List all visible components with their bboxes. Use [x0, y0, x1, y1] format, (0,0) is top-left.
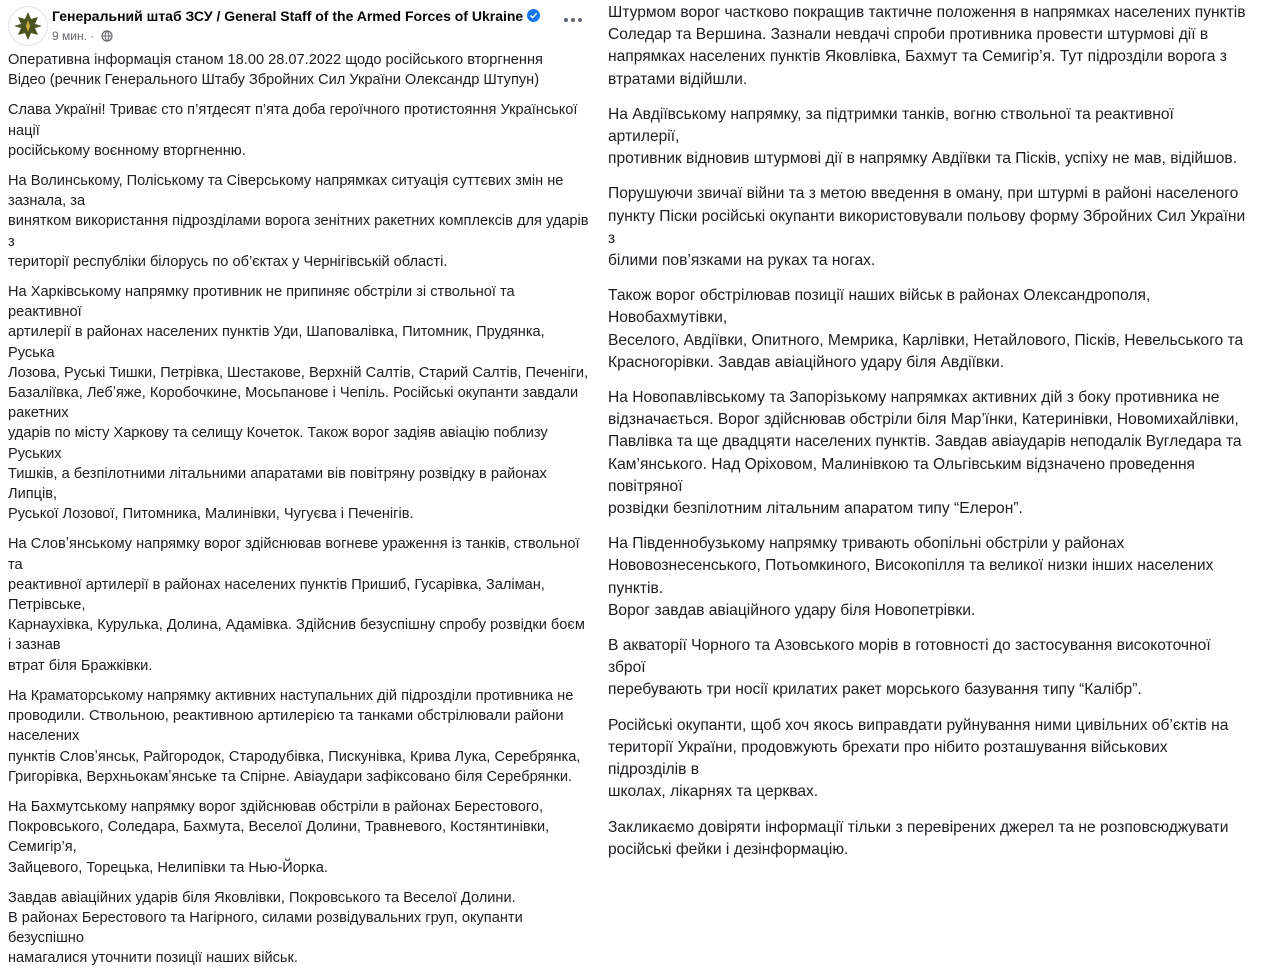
post-paragraph: Закликаємо довіряти інформації тільки з перевірених джерел та не розповсюджувати російські фейки і дезінформацію. [608, 818, 1229, 858]
post-meta [52, 29, 113, 43]
author-name[interactable] [52, 8, 540, 24]
more-dot [571, 18, 575, 22]
page-avatar[interactable] [8, 6, 48, 46]
post-paragraph: На Краматорському напрямку активних наступальних дій підрозділи противника не проводили. Ствольною, реактивною артилерією та танками обстрілювали райони населених пунктів Словʼянськ, Райгородок, Стародубівка, Пискунівка, Крива Лука, Серебрянка, Григорівка, Верхньокамʼянське та Спірне. Авіаудари зафіксовано біля Серебрянки. [8, 687, 581, 785]
more-options-icon[interactable] [558, 10, 588, 30]
post-right-column [600, 0, 1280, 858]
post-paragraph: В акваторії Чорного та Азовського морів в готовності до застосування високоточної зброї перебувають три носії крилатих ракет морського базування типу “Калібр”. [608, 637, 1211, 699]
author-name-text[interactable]: Генеральний штаб ЗСУ / General Staff of the Armed Forces of Ukraine [52, 8, 524, 24]
post-header [8, 6, 592, 46]
post-paragraph: На Авдіївському напрямку, за підтримки танків, вогню ствольної та реактивної артилерії, противник відновив штурмові дії в напрямку Авдіївки та Пісків, успіху не мав, відійшов. [608, 105, 1238, 168]
post-body-continued [608, 2, 1248, 874]
post-paragraph: На Новопавлівському та Запорізькому напрямках активних дій з боку противника не відзначається. Ворог здійснював обстріли біля Мар’їнки, Катеринівки, Новомихайлівки, Павлівка та ще двадцяти населених пунктів. Завдав авіаударів неподалік Вугледара та Кам’янського. Над Оріховом, Малинівкою та Ольгівським відзначено проведення повітряної розвідки безпілотним літальним апаратом типу “Елерон”. [608, 389, 1242, 518]
more-dot [564, 18, 568, 22]
emblem-icon [9, 7, 47, 45]
post-paragraph: Порушуючи звичаї війни та з метою введення в оману, при штурмі в районі населеного пункту Піски російські окупанти використовували польову форму Збройних Сил України з білими пов’язками на руках та ногах. [608, 185, 1246, 270]
post-body [8, 50, 592, 969]
post-time[interactable]: 9 мин. · [52, 29, 95, 43]
more-dot [578, 18, 582, 22]
post-paragraph: На Харківському напрямку противник не припиняє обстріли зі ствольної та реактивної артилерії в районах населених пунктів Уди, Шаповалівка, Питомник, Прудянка, Руська Лозова, Руські Тишки, Петрівка, Шестакове, Верхній Салтів, Старий Салтів, Печеніги, Базаліївка, Лебʼяже, Коробочкине, Мосьпанове і Чепіль. Російські окупанти завдали ракетних ударів по місту Харкову та селищу Кочеток. Також ворог задіяв авіацію поблизу Руських Тишків, а безпілотними літальними апаратами вів повітряну розвідку в районах Липців, Руської Лозової, Питомника, Малинівки, Чугуєва і Печенігів. [8, 284, 589, 523]
post-paragraph: Також ворог обстрілював позиції наших військ в районах Олександрополя, Новобахмутівки, Веселого, Авдіївки, Опитного, Мемрика, Карлівки, Нетайлового, Пісків, Невельського та Красногорівки. Завдав авіаційного удару біля Авдіївки. [608, 287, 1244, 371]
post-paragraph: Російські окупанти, щоб хоч якось виправдати руйнування ними цивільних об’єктів на території України, продовжують брехати про нібито розташування військових підрозділів в школах, лікарнях та церквах. [608, 716, 1229, 801]
post-paragraph: На Бахмутському напрямку ворог здійснював обстріли в районах Берестового, Покровського, Соледара, Бахмута, Веселої Долини, Травневого, Костянтинівки, Семигір’я, Зайцевого, Торецька, Нелипівки та Нью-Йорка. [8, 798, 550, 876]
post-paragraph: Штурмом ворог частково покращив тактичне положення в напрямках населених пунктів Соледар та Вершина. Зазнали невдачі спроби противника провести штурмові дії в напрямках населених пунктів Яковлівка, Бахмут та Семигір’я. Тут підрозділи ворога з втратами відійшли. [608, 4, 1246, 88]
post-left-column [0, 0, 600, 967]
globe-icon [101, 30, 113, 42]
post-paragraph: На Південнобузькому напрямку тривають обопільні обстріли у районах Нововознесенського, Потьомкиного, Високопілля та великої низки інших населених пунктів. Ворог завдав авіаційного удару біля Новопетрівки. [608, 535, 1214, 619]
post-paragraph: На Словʼянському напрямку ворог здійснював вогневе ураження із танків, ствольної та реактивної артилерії в районах населених пунктів Пришиб, Гусарівка, Заліман, Петрівське, Карнаухівка, Курулька, Долина, Адамівка. Здійснив безуспішну спробу розвідки боєм і зазнав втрат біля Бражківки. [8, 536, 585, 674]
post-paragraph: На Волинському, Поліському та Сіверському напрямках ситуація суттєвих змін не зазнала, за винятком використання підрозділами ворога зенітних ракетних комплексів для ударів з території республіки білорусь по об’єктах у Чернігівській області. [8, 173, 589, 270]
post-intro: Оперативна інформація станом 18.00 28.07.2022 щодо російського вторгнення Відео (речник Генерального Штабу Збройних Сил України Олександр Штупун) [8, 52, 543, 89]
post-paragraph: Завдав авіаційних ударів біля Яковлівки, Покровського та Веселої Долини. В районах Берестового та Нагірного, силами розвідувальних груп, окупанти безуспішно намагалися уточнити позиції наших військ. [8, 889, 523, 967]
post-paragraph: Слава Україні! Триває сто п’ятдесят п’ята доба героїчного протистояння Української нації російському воєнному вторгненню. [8, 102, 578, 159]
verified-icon [527, 9, 540, 22]
